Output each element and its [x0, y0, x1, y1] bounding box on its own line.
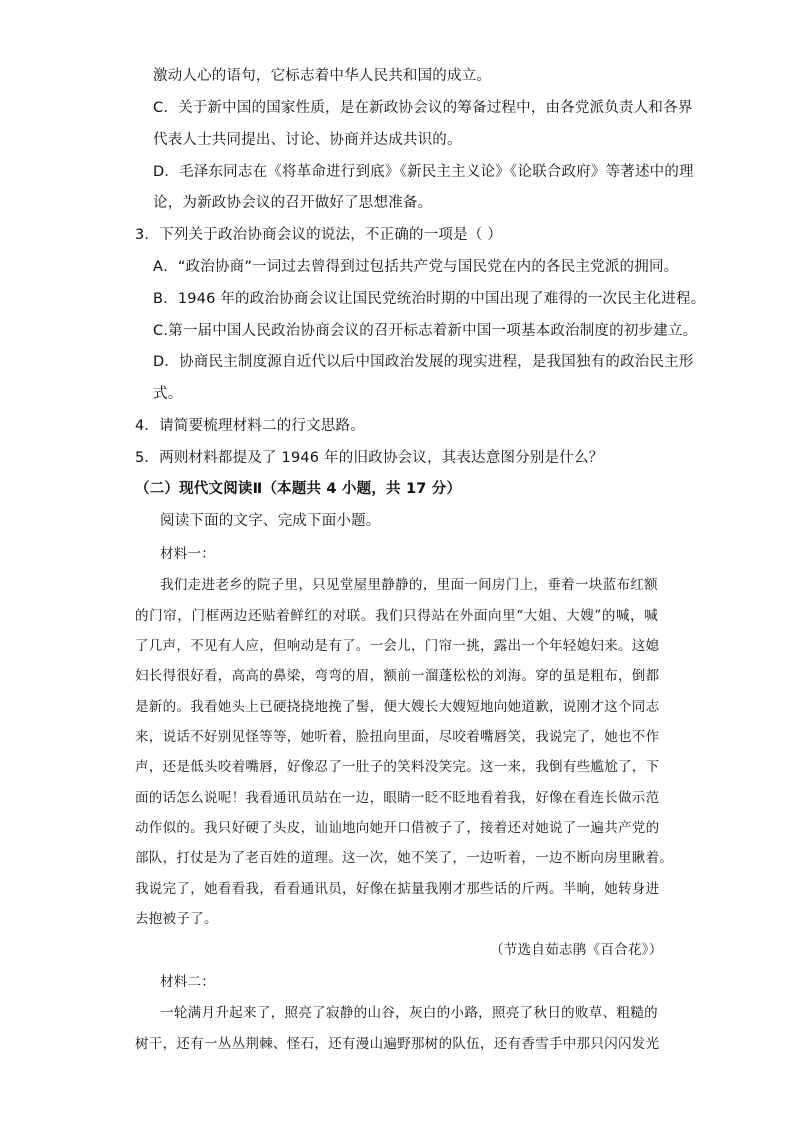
q3-option-d-line-2: 式。: [153, 386, 183, 402]
text-line: 激动人心的语句，它标志着中华人民共和国的成立。: [153, 68, 492, 84]
q3-option-c: C.第一届中国人民政治协商会议的召开标志着新中国一项基本政治制度的初步建立。: [153, 323, 698, 339]
option-c-line-2: 代表人士共同提出、讨论、协商并达成共识的。: [153, 132, 462, 148]
material-1-paragraph-line: 来，说话不好别见怪等等，她听着，脸扭向里面，尽咬着嘴唇笑，我说完了，她也不作: [135, 729, 660, 745]
material-2-paragraph-line: 树干，还有一丛丛荆棘、怪石，还有漫山遍野那树的队伍，还有香雪手中那只闪闪发光: [135, 1036, 660, 1052]
question-4: 4．请简要梳理材料二的行文思路。: [135, 418, 365, 434]
section-heading: （二）现代文阅读Ⅱ（本题共 4 小题，共 17 分）: [135, 481, 462, 497]
material-1-paragraph-line: 了几声，不见有人应，但响动是有了。一会儿，门帘一挑，露出一个年轻媳妇来。这媳: [135, 638, 660, 654]
material-1-paragraph-line: 的门帘，门框两边还贴着鲜红的对联。我们只得站在外面向里“大姐、大嫂”的喊，喊: [135, 608, 658, 624]
material-1-paragraph-line: 部队，打仗是为了老百姓的道理。这一次，她不笑了，一边听着，一边不断向房里瞅着。: [135, 850, 674, 866]
material-1-paragraph-line: 我们走进老乡的院子里，只见堂屋里静静的，里面一间房门上，垂着一块蓝布红额: [160, 577, 658, 593]
material-1-paragraph-line: 妇长得很好看，高高的鼻梁，弯弯的眉，额前一溜蓬松松的刘海。穿的虽是粗布，倒都: [135, 668, 660, 684]
material-1-paragraph-line: 动作似的。我只好硬了头皮，讪讪地向她开口借被子了，接着还对她说了一遍共产党的: [135, 820, 660, 836]
q3-option-d-line-1: D．协商民主制度源自近代以后中国政治发展的现实进程，是我国独有的政治民主形: [153, 354, 694, 370]
material-2-paragraph-line: 一轮满月升起来了，照亮了寂静的山谷，灰白的小路，照亮了秋日的败草、粗糙的: [160, 1005, 658, 1021]
material-1-paragraph-line: 去抱被子了。: [135, 911, 218, 927]
reading-instruction: 阅读下面的文字、完成下面小题。: [160, 513, 381, 529]
question-5: 5．两则材料都提及了 1946 年的旧政协会议，其表达意图分别是什么？: [135, 450, 604, 466]
option-c-line-1: C．关于新中国的国家性质，是在新政协会议的筹备过程中，由各党派负责人和各界: [153, 100, 693, 116]
material-1-paragraph-line: 声，还是低头咬着嘴唇，好像忍了一肚子的笑料没笑完。这一来，我倒有些尴尬了，下: [135, 759, 660, 775]
option-d-line-1: D．毛泽东同志在《将革命进行到底》《新民主主义论》《论联合政府》等著述中的理: [153, 164, 694, 180]
question-3: 3．下列关于政治协商会议的说法，不正确的一项是（ ）: [135, 227, 503, 243]
option-d-line-2: 论，为新政协会议的召开做好了思想准备。: [153, 195, 433, 211]
material-1-paragraph-line: 是新的。我看她头上已硬挠挠地挽了髻，便大嫂长大嫂短地向她道歉，说刚才这个同志: [135, 699, 660, 715]
material-1-source: （节选自茹志鹃《百合花》）: [490, 942, 663, 958]
material-1-label: 材料一：: [160, 546, 216, 562]
q3-option-b: B．1946 年的政治协商会议让国民党统治时期的中国出现了难得的一次民主化进程。: [153, 291, 706, 307]
material-2-label: 材料二：: [160, 974, 216, 990]
material-1-paragraph-line: 面的话怎么说呢！我看通讯员站在一边，眼睛一眨不眨地看着我，好像在看连长做示范: [135, 790, 660, 806]
q3-option-a: A．“政治协商”一词过去曾得到过包括共产党与国民党在内的各民主党派的拥同。: [153, 259, 679, 275]
material-1-paragraph-line: 我说完了，她看看我，看看通讯员，好像在掂量我刚才那些话的斤两。半晌，她转身进: [135, 881, 660, 897]
